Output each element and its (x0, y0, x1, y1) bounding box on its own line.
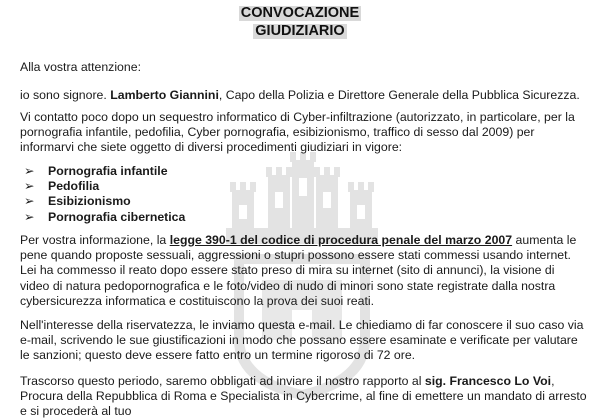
info-suffix: aumenta le pene quando proposte sessuali, aggressioni o stupri possono essere stati commessi usando internet. Lei ha commesso il reato dopo essere stato preso di mira su internet (sito di annunci), la visione di video di natura pedopornografica e le foto/video di nudo di minori sono state registrate dalla nostra cybersicurezza informatica e costituiscono la prova dei suoi reati. (20, 233, 577, 308)
charge-label: Pornografia infantile (48, 164, 168, 178)
info-prefix: Per vostra informazione, la (20, 233, 170, 247)
intro-suffix: , Capo della Polizia e Direttore Generale della Pubblica Sicurezza. (218, 88, 580, 102)
law-reference: legge 390-1 del codice di procedura penale del marzo 2007 (169, 233, 513, 247)
prosecutor-name: sig. Francesco Lo Voi (424, 374, 552, 388)
charges-list (20, 164, 185, 225)
intro-prefix: io sono signore. (20, 88, 111, 102)
arrow-bullet-icon: ➢ (24, 209, 35, 224)
list-item (20, 179, 185, 194)
intro-paragraph (20, 88, 580, 103)
title-line-2: GIUDIZIARIO (255, 23, 345, 39)
charge-label: Pedofilia (48, 179, 100, 194)
deadline-suffix: , Procura della Repubblica di Roma e Specialista in Cybercrime, al fine di emettere un mandato di arresto e si procederà al tuo (20, 374, 587, 419)
info-paragraph (20, 233, 585, 309)
sender-name: Lamberto Giannini (110, 88, 219, 102)
list-item (20, 210, 185, 225)
title-line-1: CONVOCAZIONE (240, 5, 360, 21)
list-item (20, 194, 185, 209)
arrow-bullet-icon: ➢ (24, 179, 35, 194)
contact-paragraph: Vi contatto poco dopo un sequestro informatico di Cyber-infiltrazione (autorizzato, in particolare, per la pornografia infantile, pedofilia, Cyber pornografia, esibizionismo, traffico di sesso dal 2009) per informarvi che siete oggetto di diversi procedimenti giudiziari in vigore: (20, 110, 575, 155)
list-item (20, 164, 185, 179)
arrow-bullet-icon: ➢ (24, 164, 35, 178)
arrow-bullet-icon: ➢ (24, 194, 35, 209)
privacy-paragraph: Nell'interesse della riservatezza, le inviamo questa e-mail. Le chiediamo di far conoscere il suo caso via e-mail, scrivendo le sue giustificazioni in modo che possano essere esaminate e verificate per valutare le sanzioni; questo deve essere fatto entro un termine rigoroso di 72 ore. (20, 318, 584, 363)
charge-label: Esibizionismo (48, 194, 131, 209)
deadline-paragraph (20, 374, 590, 420)
document-title (0, 4, 600, 40)
deadline-prefix: Trascorso questo periodo, saremo obbligati ad inviare il nostro rapporto al (20, 374, 425, 388)
charge-label: Pornografia cibernetica (48, 209, 186, 224)
greeting: Alla vostra attenzione: (20, 60, 141, 74)
